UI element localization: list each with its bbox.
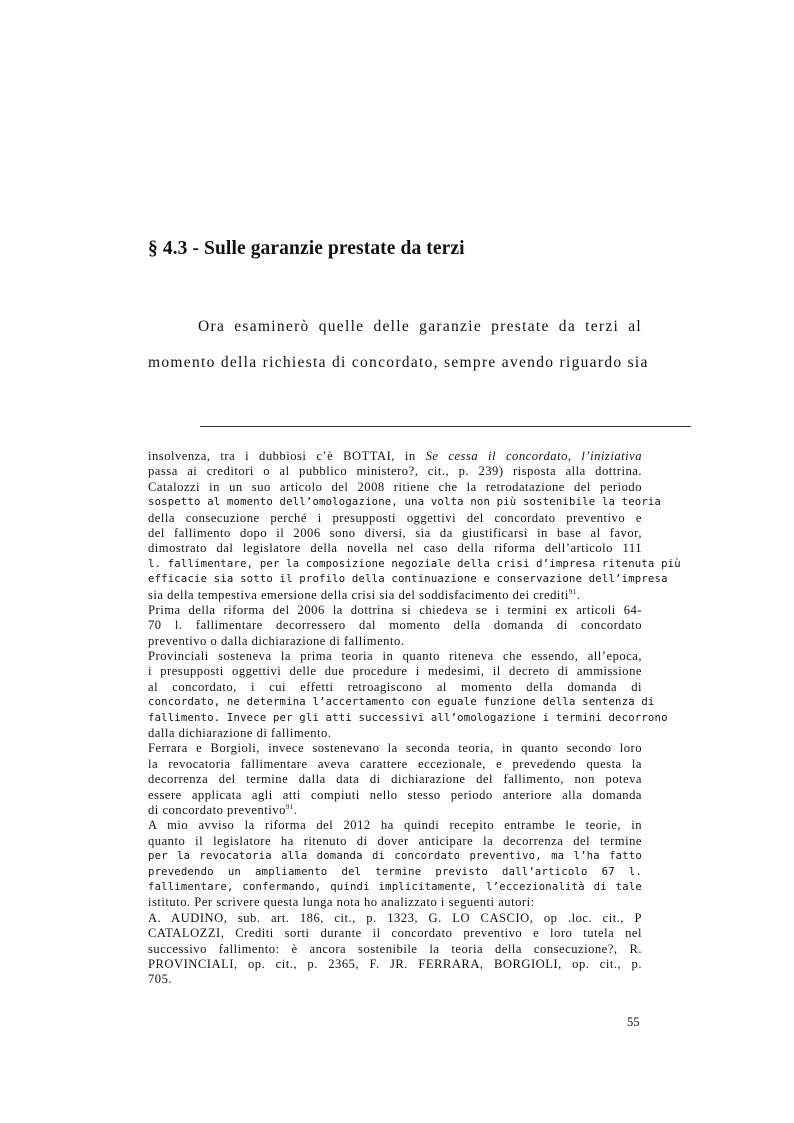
footnote-line: efficacie sia sotto il profilo della continuazione e conservazione dell’impresa	[148, 573, 668, 586]
footnote-line: essere applicata agli atti compiuti nello stesso periodo anteriore alla domanda	[148, 787, 642, 802]
footnote-line: A mio avviso la riforma del 2012 ha quindi recepito entrambe le teorie, in	[148, 818, 642, 833]
footnote-title-italic: Se cessa il concordato, l’iniziativa	[425, 449, 642, 463]
footnote-line: del fallimento dopo il 2006 sono diversi, sia da giustificarsi in base al favor,	[148, 525, 642, 540]
footnote-line: 705.	[148, 972, 173, 987]
footnote-text: .	[293, 802, 298, 817]
footnote-line: l. fallimentare, per la composizione negoziale della crisi d’impresa ritenuta più	[148, 557, 681, 570]
footnote-line: per la revocatoria alla domanda di concordato preventivo, ma l’ha fatto	[148, 850, 642, 863]
footnote-line: concordato, ne determina l’accertamento con eguale funzione della sentenza di	[148, 696, 655, 709]
footnote-line: A. AUDINO, sub. art. 186, cit., p. 1323, G. LO CASCIO, op .loc. cit., P	[148, 910, 642, 925]
footnote-line: istituto. Per scrivere questa lunga nota ho analizzato i seguenti autori:	[148, 895, 535, 910]
footnote-block	[148, 449, 681, 988]
footnote-line: 70 l. fallimentare decorressero dal momento della domanda di concordato	[148, 618, 642, 633]
footnote-reference: 91	[285, 802, 294, 811]
footnote-line: preventivo o dalla dichiarazione di fallimento.	[148, 633, 405, 648]
footnote-line: fallimento. Invece per gli atti successivi all’omologazione i termini decorrono	[148, 711, 668, 724]
body-paragraph-line-1	[148, 318, 642, 336]
footnote-line: della consecuzione perché i presupposti oggettivi del concordato preventivo e	[148, 510, 642, 525]
footnote-line: la revocatoria fallimentare aveva carattere eccezionale, e prevedendo questa la	[148, 756, 642, 771]
footnote-line: dimostrato dal legislatore della novella nel caso della riforma dell’articolo 111	[148, 541, 642, 556]
footnote-line: Provinciali sosteneva la prima teoria in quanto riteneva che essendo, all’epoca,	[148, 649, 642, 664]
footnote-text: di concordato preventivo	[148, 802, 286, 817]
footnote-line: passa ai creditori o al pubblico ministero?, cit., p. 239) risposta alla dottrina.	[148, 464, 642, 479]
footnote-line: Catalozzi in un suo articolo del 2008 ritiene che la retrodatazione del periodo	[148, 479, 642, 494]
footnote-line: al concordato, i cui effetti retroagiscono al momento della domanda di	[148, 679, 642, 694]
footnote-line: decorrenza del termine dalla data di dichiarazione del fallimento, non poteva	[148, 772, 642, 787]
footnote-line	[148, 803, 642, 818]
footnote-line: successivo fallimento: è ancora sostenibile la teoria della consecuzione?, R.	[148, 941, 642, 956]
footnote-line: sospetto al momento dell’omologazione, una volta non più sostenibile la teoria	[148, 496, 662, 509]
footnote-line: quanto il legislatore ha ritenuto di dover anticipare la decorrenza del termine	[148, 833, 642, 848]
footnote-line: i presupposti oggettivi delle due procedure i medesimi, il decreto di ammissione	[148, 664, 642, 679]
section-heading: § 4.3 - Sulle garanzie prestate da terzi	[148, 238, 465, 259]
footnote-line: PROVINCIALI, op. cit., p. 2365, F. JR. FERRARA, BORGIOLI, op. cit., p.	[148, 956, 642, 971]
footnote-separator	[200, 426, 691, 427]
footnote-text: .	[576, 587, 581, 602]
footnote-line: Prima della riforma del 2006 la dottrina si chiedeva se i termini ex articoli 64-	[148, 602, 642, 617]
footnote-line	[148, 449, 642, 464]
footnote-line	[148, 588, 642, 603]
footnote-text: sia della tempestiva emersione della crisi sia del soddisfacimento dei crediti	[148, 587, 569, 602]
page-number: 55	[627, 1015, 640, 1029]
body-paragraph-line-2: momento della richiesta di concordato, sempre avendo riguardo sia	[148, 354, 649, 371]
body-line-1-text: Ora esaminerò quelle delle garanzie prestate da terzi al	[198, 318, 642, 335]
footnote-line: Ferrara e Borgioli, invece sostenevano la seconda teoria, in quanto secondo loro	[148, 741, 642, 756]
footnote-line: prevedendo un ampliamento del termine previsto dall’articolo 67 l.	[148, 865, 642, 878]
footnote-line: CATALOZZI, Crediti sorti durante il concordato preventivo e loro tutela nel	[148, 926, 642, 941]
footnote-text: insolvenza, tra i dubbiosi c’è BOTTAI, in	[148, 449, 426, 463]
footnote-reference: 91	[568, 587, 577, 596]
footnote-line: dalla dichiarazione di fallimento.	[148, 726, 332, 741]
footnote-line: fallimentare, confermando, quindi implicitamente, l’eccezionalità di tale	[148, 880, 642, 893]
